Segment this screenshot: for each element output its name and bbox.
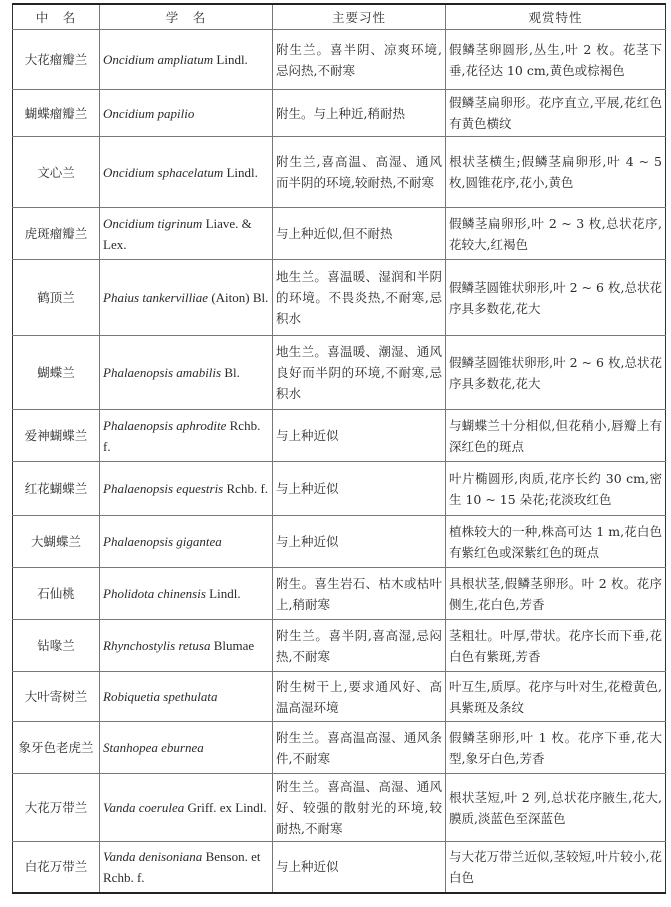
habits-cell: 与上种近似	[273, 842, 446, 893]
chinese-name-cell	[13, 516, 100, 568]
ornamental-cell: 假鳞茎扁卵形,叶 2 ~ 3 枚,总状花序,花较大,红褐色	[446, 208, 666, 260]
chinese-name-cell	[13, 568, 100, 620]
habits-cell: 附生兰,喜高温、高湿、通风而半阴的环境,较耐热,不耐寒	[273, 137, 446, 208]
species-name: Phalaenopsis amabilis	[103, 365, 222, 380]
scientific-name-cell	[100, 90, 273, 137]
orchid-species-table	[12, 3, 666, 894]
scientific-name-cell	[100, 208, 273, 260]
chinese-name-cell	[13, 842, 100, 893]
chinese-name: 钻喙兰	[37, 638, 75, 653]
table-row	[13, 137, 666, 208]
ornamental-cell: 与大花万带兰近似,茎较短,叶片较小,花白色	[446, 842, 666, 893]
ornamental-cell: 假鳞茎扁卵形。花序直立,平展,花红色有黄色横纹	[446, 90, 666, 137]
chinese-name: 虎斑瘤瓣兰	[24, 226, 88, 241]
habits-cell: 附生树干上,要求通风好、高温高湿环境	[273, 672, 446, 722]
author-name: Rchb. f.	[103, 417, 261, 454]
scientific-name-cell	[100, 260, 273, 336]
chinese-name: 白花万带兰	[24, 859, 88, 875]
author-name: Rchb. f.	[223, 481, 269, 496]
ornamental-cell: 与蝴蝶兰十分相似,但花稍小,唇瓣上有深红色的斑点	[446, 410, 666, 462]
chinese-name-cell	[13, 672, 100, 722]
scientific-name-cell	[100, 410, 273, 462]
author-name: (Aiton) Bl.	[208, 290, 269, 305]
table-header-row	[13, 4, 666, 30]
species-name: Phaius tankervilliae	[103, 290, 209, 305]
chinese-name-cell	[13, 774, 100, 842]
species-name: Vanda coerulea	[103, 800, 185, 815]
table-row	[13, 462, 666, 516]
chinese-name-cell	[13, 90, 100, 137]
scientific-name-cell	[100, 137, 273, 208]
author-name: Lindl.	[205, 586, 241, 601]
scientific-name-cell	[100, 568, 273, 620]
chinese-name: 红花蝴蝶兰	[24, 481, 88, 496]
ornamental-cell: 根状茎横生;假鳞茎扁卵形,叶 4 ~ 5 枚,圆锥花序,花小,黄色	[446, 137, 666, 208]
table-row	[13, 774, 666, 842]
header-main-habits: 主要习性	[273, 4, 446, 30]
author-name: Lindl.	[213, 52, 248, 67]
species-name: Robiquetia spethulata	[103, 689, 218, 704]
header-chinese-name: 中 名	[13, 4, 100, 30]
chinese-name: 石仙桃	[37, 586, 75, 601]
table-row	[13, 336, 666, 410]
table-row	[13, 90, 666, 137]
header-ornamental-features: 观赏特性	[446, 4, 666, 30]
chinese-name-cell	[13, 336, 100, 410]
habits-cell: 地生兰。喜温暖、潮湿、通风良好而半阴的环境,不耐寒,忌积水	[273, 336, 446, 410]
habits-cell: 地生兰。喜温暖、湿润和半阴的环境。不畏炎热,不耐寒,忌积水	[273, 260, 446, 336]
species-name: Rhynchostylis retusa	[103, 638, 211, 653]
ornamental-cell: 根状茎短,叶 2 列,总状花序腋生,花大,膜质,淡蓝色至深蓝色	[446, 774, 666, 842]
scientific-name-cell	[100, 774, 273, 842]
habits-cell: 附生。与上种近,稍耐热	[273, 90, 446, 137]
author-name: Blumae	[210, 638, 255, 653]
chinese-name-cell	[13, 30, 100, 90]
scientific-name-cell	[100, 30, 273, 90]
chinese-name-cell	[13, 722, 100, 774]
habits-cell: 附生兰。喜半阴、凉爽环境,忌闷热,不耐寒	[273, 30, 446, 90]
chinese-name-cell	[13, 260, 100, 336]
species-name: Phalaenopsis equestris	[103, 481, 224, 496]
ornamental-cell: 叶互生,质厚。花序与叶对生,花橙黄色,具紫斑及条纹	[446, 672, 666, 722]
chinese-name-cell	[13, 137, 100, 208]
table-row	[13, 260, 666, 336]
ornamental-cell: 假鳞茎卵形,叶 1 枚。花序下垂,花大型,象牙白色,芳香	[446, 722, 666, 774]
table-row	[13, 208, 666, 260]
chinese-name: 大花瘤瓣兰	[24, 52, 88, 67]
chinese-name: 蝴蝶瘤瓣兰	[24, 105, 88, 121]
chinese-name-cell	[13, 410, 100, 462]
species-name: Pholidota chinensis	[103, 586, 206, 601]
ornamental-cell: 假鳞茎卵圆形,丛生,叶 2 枚。花茎下垂,花径达 10 cm,黄色或棕褐色	[446, 30, 666, 90]
scientific-name-cell	[100, 722, 273, 774]
ornamental-cell: 植株较大的一种,株高可达 1 m,花白色有紫红色或深紫红色的斑点	[446, 516, 666, 568]
scientific-name-cell	[100, 672, 273, 722]
author-name: Bl.	[221, 365, 240, 380]
habits-cell: 与上种近似	[273, 516, 446, 568]
scientific-name-cell	[100, 842, 273, 893]
species-name: Oncidium ampliatum	[103, 52, 214, 67]
ornamental-cell: 假鳞茎圆锥状卵形,叶 2 ~ 6 枚,总状花序具多数花,花大	[446, 260, 666, 336]
habits-cell: 附生兰。喜高温、高湿、通风好、较强的散射光的环境,较耐热,不耐寒	[273, 774, 446, 842]
table-row	[13, 722, 666, 774]
species-name: Oncidium sphacelatum	[103, 164, 224, 180]
scientific-name-cell	[100, 516, 273, 568]
table-row	[13, 568, 666, 620]
chinese-name-cell	[13, 462, 100, 516]
chinese-name: 鹤顶兰	[37, 290, 75, 305]
chinese-name: 大叶寄树兰	[24, 689, 88, 704]
species-name: Phalaenopsis aphrodite	[103, 417, 227, 433]
scientific-name-cell	[100, 620, 273, 672]
table-row	[13, 516, 666, 568]
habits-cell: 与上种近似	[273, 410, 446, 462]
habits-cell: 附生兰。喜半阴,喜高湿,忌闷热,不耐寒	[273, 620, 446, 672]
chinese-name: 象牙色老虎兰	[18, 740, 94, 755]
author-name: Griff. ex Lindl.	[184, 800, 267, 815]
table-row	[13, 620, 666, 672]
chinese-name-cell	[13, 208, 100, 260]
chinese-name: 大蝴蝶兰	[30, 534, 81, 549]
species-name: Stanhopea eburnea	[103, 740, 204, 755]
chinese-name: 爱神蝴蝶兰	[24, 428, 88, 443]
ornamental-cell: 具根状茎,假鳞茎卵形。叶 2 枚。花序侧生,花白色,芳香	[446, 568, 666, 620]
species-name: Oncidium tigrinum	[103, 215, 203, 231]
table-row	[13, 30, 666, 90]
scientific-name-cell	[100, 462, 273, 516]
ornamental-cell: 茎粗壮。叶厚,带状。花序长而下垂,花白色有紫斑,芳香	[446, 620, 666, 672]
table-row	[13, 842, 666, 893]
species-name: Oncidium papilio	[103, 105, 195, 121]
ornamental-cell: 叶片椭圆形,肉质,花序长约 30 cm,密生 10 ~ 15 朵花;花淡玫红色	[446, 462, 666, 516]
author-name: Liave. & Lex.	[103, 215, 252, 252]
scientific-name-cell	[100, 336, 273, 410]
habits-cell: 附生兰。喜高温高湿、通风条件,不耐寒	[273, 722, 446, 774]
table-row	[13, 672, 666, 722]
species-name: Phalaenopsis gigantea	[103, 534, 222, 549]
habits-cell: 与上种近似,但不耐热	[273, 208, 446, 260]
species-name: Vanda denisoniana	[103, 848, 203, 864]
chinese-name: 蝴蝶兰	[37, 365, 75, 380]
habits-cell: 附生。喜生岩石、枯木或枯叶上,稍耐寒	[273, 568, 446, 620]
table-row	[13, 410, 666, 462]
chinese-name-cell	[13, 620, 100, 672]
chinese-name: 文心兰	[37, 164, 75, 180]
ornamental-cell: 假鳞茎圆锥状卵形,叶 2 ~ 6 枚,总状花序具多数花,花大	[446, 336, 666, 410]
author-name: Benson. et Rchb. f.	[103, 848, 261, 885]
author-name: Lindl.	[223, 164, 258, 180]
header-scientific-name: 学 名	[100, 4, 273, 30]
habits-cell: 与上种近似	[273, 462, 446, 516]
chinese-name: 大花万带兰	[24, 800, 88, 815]
